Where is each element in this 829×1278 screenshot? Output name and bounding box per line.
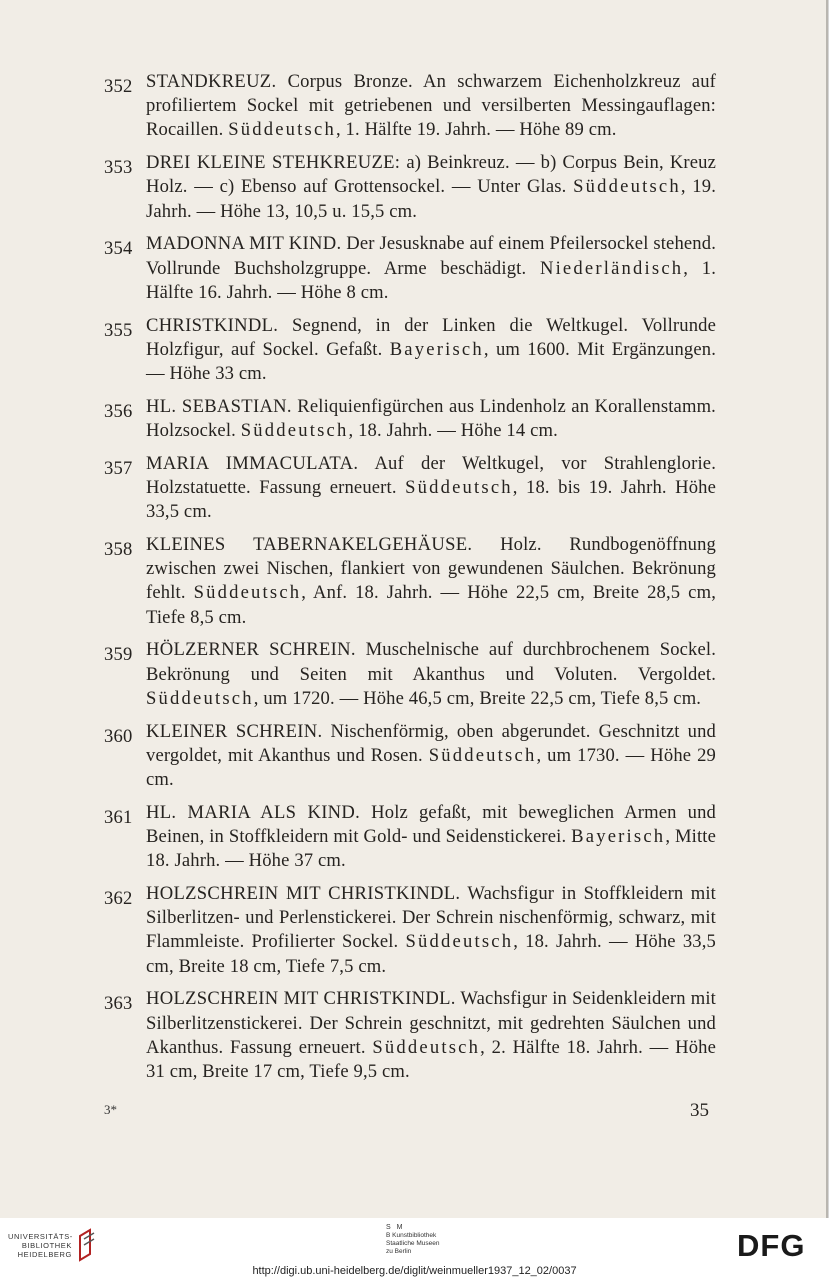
entry-text: , 19. Jahrh. — Höhe 13, 10,5 u. 15,5 cm. [146, 176, 716, 222]
entry-text: , um 1600. Mit Ergänzungen. — Höhe 33 cm. [146, 338, 717, 385]
page-number: 35 [690, 1100, 709, 1121]
entry-text: , um 1730. — Höhe 29 cm. [146, 744, 716, 791]
entry-title: HL. SEBASTIAN. [146, 395, 292, 417]
entry-description [146, 638, 716, 711]
entry-title: HL. MARIA ALS KIND. [146, 801, 361, 823]
entry-text: , 18. Jahrh. — Höhe 33,5 cm, Breite 18 cm, Tiefe 7,5 cm. [146, 931, 716, 977]
entry-number: 353 [104, 157, 133, 179]
catalog-entry [104, 638, 716, 711]
entry-title: MADONNA MIT KIND. [146, 233, 342, 255]
entry-origin: Süddeutsch [193, 582, 302, 604]
entry-origin: Bayerisch [571, 826, 666, 848]
entry-origin: Süddeutsch [405, 931, 514, 953]
university-logo-icon [76, 1228, 98, 1262]
entry-description [146, 720, 716, 793]
catalog-entry [104, 151, 716, 224]
entry-number: 355 [104, 319, 133, 341]
entry-title: KLEINES TABERNAKELGEHÄUSE. [146, 534, 473, 556]
catalog-entry [104, 395, 716, 443]
entry-number: 363 [104, 993, 133, 1015]
entry-text: , 18. Jahrh. — Höhe 14 cm. [348, 420, 558, 442]
entry-description [146, 533, 716, 630]
entry-number: 358 [104, 539, 133, 561]
entry-description [146, 452, 716, 525]
museum-credit: S M B Kunstbibliothek Staatliche Museen zu Berlin [386, 1224, 440, 1255]
entry-number: 361 [104, 806, 133, 828]
entry-title: DREI KLEINE STEHKREUZE: [146, 152, 401, 174]
entry-origin: Süddeutsch [428, 744, 537, 766]
catalog-entries [104, 70, 716, 1093]
entry-text: , Mitte 18. Jahrh. — Höhe 37 cm. [146, 826, 716, 872]
entry-text: , um 1720. — Höhe 46,5 cm, Breite 22,5 cm, Tiefe 8,5 cm. [253, 687, 702, 709]
entry-number: 356 [104, 400, 133, 422]
entry-title: CHRISTKINDL. [146, 314, 279, 336]
entry-text: Holz gefaßt, mit beweglichen Armen und Beinen, in Stoffkleidern mit Gold- und Seidenstickerei. [146, 801, 716, 848]
entry-number: 352 [104, 76, 133, 97]
entry-text: , 2. Hälfte 18. Jahrh. — Höhe 31 cm, Breite 17 cm, Tiefe 9,5 cm. [146, 1036, 716, 1083]
viewer-footer [0, 1218, 829, 1278]
entry-origin: Süddeutsch [372, 1036, 481, 1058]
permalink[interactable]: http://digi.ub.uni-heidelberg.de/diglit/weinmueller1937_12_02/0037 [252, 1265, 577, 1277]
catalog-entry [104, 533, 716, 630]
catalog-entry [104, 70, 716, 143]
entry-title: HÖLZERNER SCHREIN. [146, 639, 356, 661]
catalog-entry [104, 720, 716, 793]
entry-origin: Süddeutsch [573, 176, 681, 198]
entry-origin: Bayerisch [389, 338, 484, 360]
entry-title: MARIA IMMACULATA. [146, 452, 359, 474]
entry-text: , 1. Hälfte 16. Jahrh. — Höhe 8 cm. [146, 257, 717, 303]
entry-number: 359 [104, 644, 133, 666]
entry-text: Auf der Weltkugel, vor Strahlenglorie. Holzstatuette. Fassung erneuert. [146, 452, 716, 499]
entry-text: Wachsfigur in Stoffkleidern mit Silberlitzen- und Perlenstickerei. Der Schrein nischenförmig, schwarz, mit Flammleiste. Profilierter Sockel. [146, 883, 716, 953]
entry-text: Nischenförmig, oben abgerundet. Geschnitzt und vergoldet, mit Akanthus und Rosen. [146, 720, 716, 766]
university-library-name: UNIVERSITÄTS- BIBLIOTHEK HEIDELBERG [8, 1232, 73, 1259]
catalog-entry [104, 882, 716, 979]
entry-text: Holz. Rundbogenöffnung zwischen zwei Nischen, flankiert von gewundenen Säulchen. Bekrönung fehlt. [146, 534, 716, 604]
entry-text: , 1. Hälfte 19. Jahrh. — Höhe 89 cm. [335, 119, 617, 141]
catalog-entry [104, 801, 716, 874]
entry-text: , 18. bis 19. Jahrh. Höhe 33,5 cm. [146, 477, 716, 523]
catalog-entry [104, 232, 716, 305]
entry-origin: Süddeutsch [228, 119, 336, 141]
entry-text: a) Beinkreuz. — b) Corpus Bein, Kreuz Holz. — c) Ebenso auf Grottensockel. — Unter Glas. [146, 152, 717, 198]
signature-mark: 3* [104, 1102, 117, 1117]
entry-number: 362 [104, 888, 133, 910]
entry-text: Corpus Bronze. An schwarzem Eichenholzkreuz auf profiliertem Sockel mit getriebenen und versilberten Messingauflagen: Rocaillen. [146, 71, 716, 141]
entry-description [146, 801, 716, 874]
entry-text: Muschelnische auf durchbrochenem Sockel. Bekrönung und Seiten mit Akanthus und Voluten. Vergoldet. [146, 639, 717, 685]
entry-title: HOLZSCHREIN MIT CHRISTKINDL. [146, 988, 456, 1010]
entry-description [146, 70, 716, 143]
entry-text: , Anf. 18. Jahrh. — Höhe 22,5 cm, Breite 28,5 cm, Tiefe 8,5 cm. [146, 582, 716, 628]
entry-number: 357 [104, 457, 133, 479]
entry-description [146, 882, 716, 979]
entry-number: 354 [104, 238, 133, 260]
entry-text: Der Jesusknabe auf einem Pfeilersockel stehend. Vollrunde Buchsholzgruppe. Arme beschädigt. [146, 233, 716, 279]
entry-text: Segnend, in der Linken die Weltkugel. Vollrunde Holzfigur, auf Sockel. Gefaßt. [146, 314, 716, 360]
entry-title: KLEINER SCHREIN. [146, 720, 323, 742]
catalog-entry [104, 452, 716, 525]
entry-description [146, 151, 716, 224]
entry-text: Wachsfigur in Seidenkleidern mit Silberlitzenstickerei. Der Schrein geschnitzt, mit gedrehten Säulchen und Akanthus. Fassung erneuert. [146, 988, 716, 1058]
catalog-entry [104, 314, 716, 387]
entry-description [146, 314, 716, 387]
entry-number: 360 [104, 725, 133, 747]
dfg-logo: DFG [737, 1228, 806, 1263]
entry-description [146, 987, 716, 1084]
entry-text: Reliquienfigürchen aus Lindenholz an Korallenstamm. Holzsockel. [146, 395, 716, 442]
entry-title: HOLZSCHREIN MIT CHRISTKINDL. [146, 883, 461, 905]
entry-origin: Niederländisch [539, 257, 684, 279]
entry-title: STANDKREUZ. [146, 71, 277, 92]
entry-origin: Süddeutsch [240, 420, 349, 442]
catalog-entry [104, 987, 716, 1084]
entry-description [146, 232, 716, 305]
entry-description [146, 395, 716, 443]
entry-origin: Süddeutsch [405, 477, 513, 499]
entry-origin: Süddeutsch [146, 687, 254, 709]
